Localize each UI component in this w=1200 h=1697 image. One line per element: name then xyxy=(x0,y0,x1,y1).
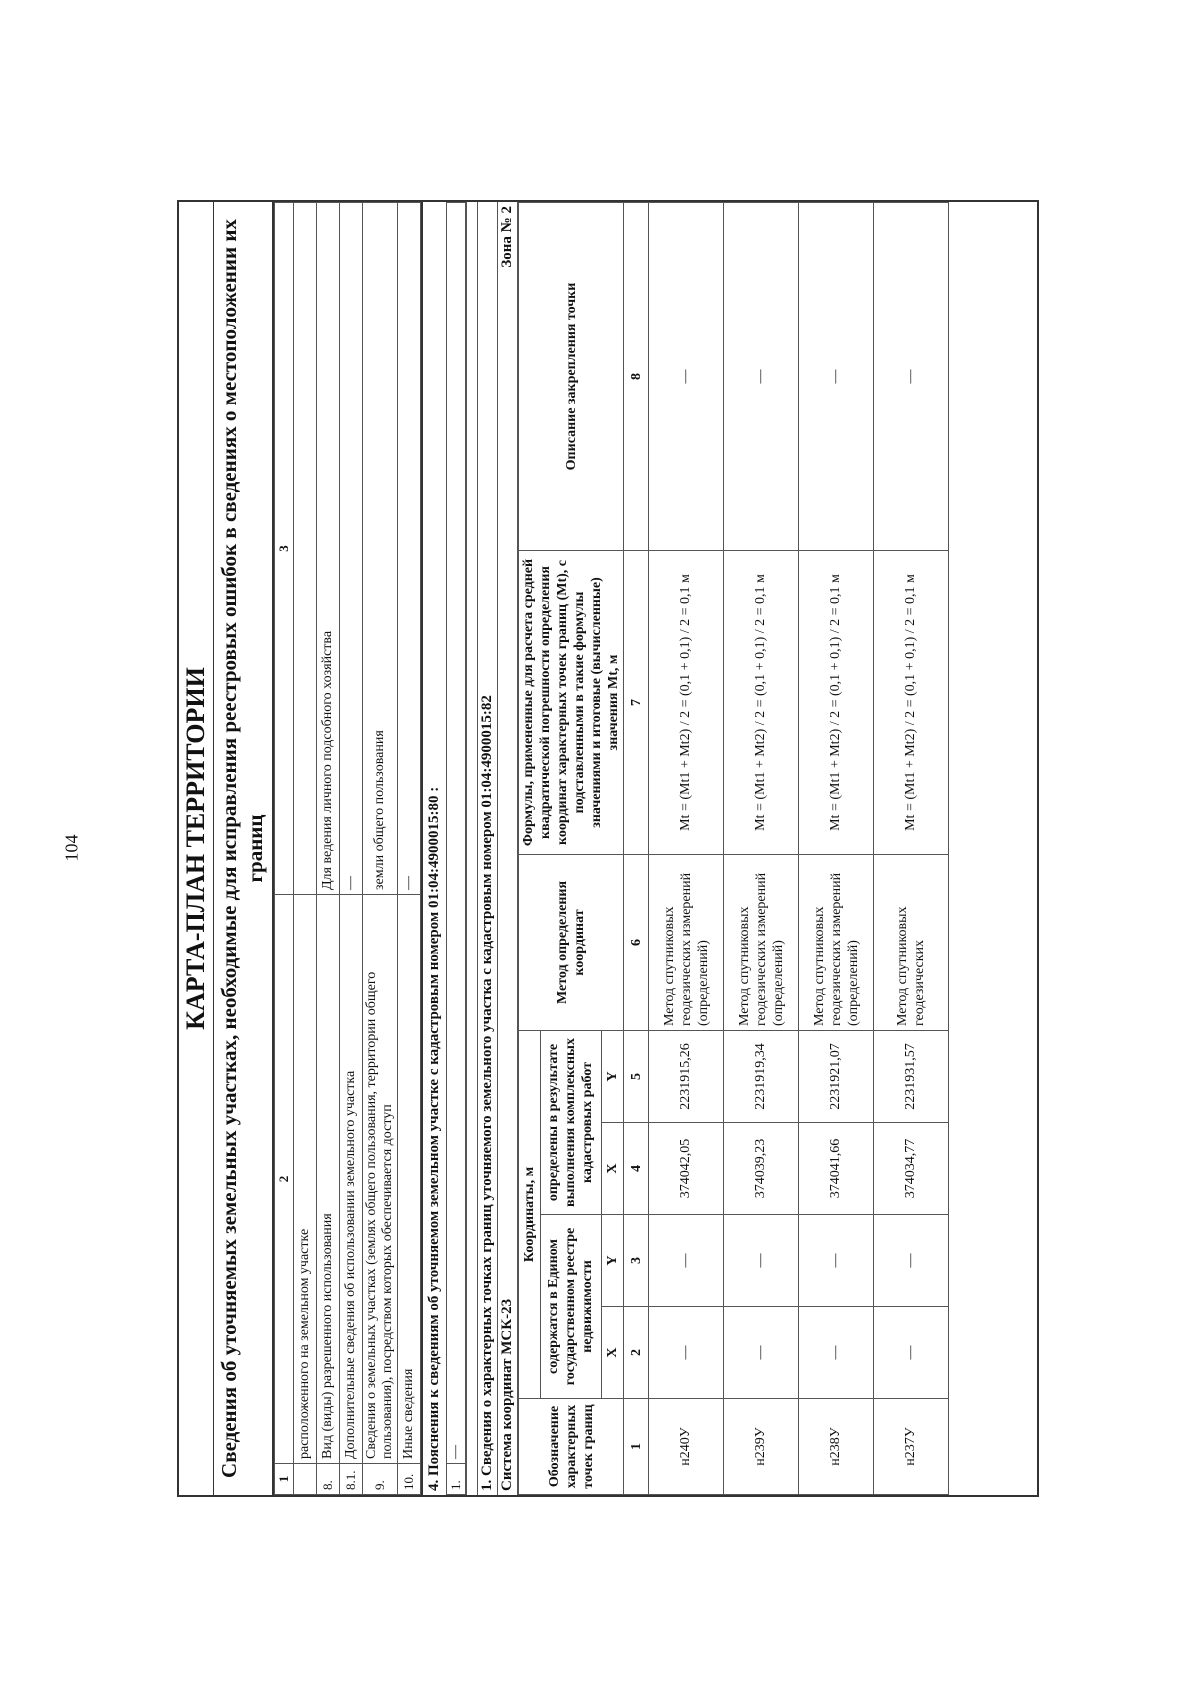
info-row-num xyxy=(294,1464,317,1495)
section1-title: 1. Сведения о характерных точках границ уточняемого земельного участка с кадастровым номером 01:04:4900015:82 xyxy=(477,202,498,1495)
info-row-value: — xyxy=(340,203,363,895)
info-row xyxy=(398,203,421,1495)
y-egrn: — xyxy=(724,1215,799,1307)
y-result-header: Y xyxy=(601,1031,623,1123)
method-header: Метод определения координат xyxy=(519,855,624,1031)
point-name: н240У xyxy=(649,1399,724,1495)
column-number: 8 xyxy=(624,203,649,551)
x-value: 374041,66 xyxy=(799,1123,874,1215)
section4-row-num: 1. xyxy=(447,1464,466,1495)
coordinate-system-row xyxy=(498,202,518,1495)
description-value: — xyxy=(874,203,949,551)
y-value: 2231921,07 xyxy=(799,1031,874,1123)
info-row-value: — xyxy=(398,203,421,895)
info-row-value: Для ведения личного подсобного хозяйства xyxy=(317,203,340,895)
x-egrn: — xyxy=(724,1307,799,1399)
points-header-row-1 xyxy=(519,203,541,1495)
info-row-value xyxy=(294,203,317,895)
info-table xyxy=(274,202,421,1495)
page-number: 104 xyxy=(61,834,82,862)
formula-value: Mt = (Mt1 + Mt2) / 2 = (0,1 + 0,1) / 2 = 0,1 м xyxy=(874,551,949,855)
info-row xyxy=(317,203,340,1495)
method-value: Метод спутниковых геодезических xyxy=(874,855,949,1031)
info-row-num: 10. xyxy=(398,1464,421,1495)
info-row-label: Иные сведения xyxy=(398,895,421,1464)
x-egrn: — xyxy=(799,1307,874,1399)
y-value: 2231931,57 xyxy=(874,1031,949,1123)
column-number: 3 xyxy=(624,1215,649,1307)
info-row-value: земли общего пользования xyxy=(363,203,398,895)
section4-row xyxy=(447,203,466,1495)
formula-value: Mt = (Mt1 + Mt2) / 2 = (0,1 + 0,1) / 2 = 0,1 м xyxy=(799,551,874,855)
method-value: Метод спутниковых геодезических измерений (определений) xyxy=(724,855,799,1031)
formula-value: Mt = (Mt1 + Mt2) / 2 = (0,1 + 0,1) / 2 = 0,1 м xyxy=(724,551,799,855)
description-value: — xyxy=(649,203,724,551)
info-row-num: 8. xyxy=(317,1464,340,1495)
point-name: н238У xyxy=(799,1399,874,1495)
x-egrn: — xyxy=(874,1307,949,1399)
info-col-2: 2 xyxy=(275,895,294,1464)
method-value: Метод спутниковых геодезических измерений (определений) xyxy=(799,855,874,1031)
formula-value: Mt = (Mt1 + Mt2) / 2 = (0,1 + 0,1) / 2 = 0,1 м xyxy=(649,551,724,855)
info-row-num: 8.1. xyxy=(340,1464,363,1495)
info-row-label: Сведения о земельных участках (землях общего пользования, территории общего пользования), посредством которых обеспечивается доступ xyxy=(363,895,398,1464)
y-egrn: — xyxy=(649,1215,724,1307)
info-row-label: Дополнительные сведения об использовании земельного участка xyxy=(340,895,363,1464)
y-egrn-header: Y xyxy=(601,1215,623,1307)
document-subtitle: Сведения об уточняемых земельных участках, необходимые для исправления реестровых ошибок в сведениях о местоположении их границ xyxy=(214,202,274,1495)
column-number: 1 xyxy=(624,1399,649,1495)
y-egrn: — xyxy=(874,1215,949,1307)
info-row-num: 9. xyxy=(363,1464,398,1495)
info-row xyxy=(340,203,363,1495)
info-table-header xyxy=(275,203,294,1495)
point-name: н237У xyxy=(874,1399,949,1495)
coords-header: Координаты, м xyxy=(519,1031,541,1399)
column-number: 2 xyxy=(624,1307,649,1399)
table-row xyxy=(799,203,874,1495)
info-row-label: Вид (виды) разрешенного использования xyxy=(317,895,340,1464)
section4-title: 4. Пояснения к сведениям об уточняемом земельном участке с кадастровым номером 01:04:4900015:80 : xyxy=(421,202,446,1495)
description-value: — xyxy=(724,203,799,551)
table-row xyxy=(874,203,949,1495)
zone-label: Зона № 2 xyxy=(499,206,515,268)
points-table xyxy=(518,202,949,1495)
column-numbers-row xyxy=(624,203,649,1495)
formula-header: Формулы, примененные для расчета средней квадратической погрешности определения координат характерных точек границ (Mt), с подставленными в такие формулы значениями и итоговые (вычисленные) значения Mt, м xyxy=(519,551,624,855)
column-number: 7 xyxy=(624,551,649,855)
result-header: определены в результате выполнения комплексных кадастровых работ xyxy=(541,1031,601,1215)
column-number: 5 xyxy=(624,1031,649,1123)
table-row xyxy=(724,203,799,1495)
x-egrn: — xyxy=(649,1307,724,1399)
method-value: Метод спутниковых геодезических измерений (определений) xyxy=(649,855,724,1031)
x-value: 374042,05 xyxy=(649,1123,724,1215)
info-row-label: расположенного на земельном участке xyxy=(294,895,317,1464)
x-value: 374034,77 xyxy=(874,1123,949,1215)
info-col-1: 1 xyxy=(275,1464,294,1495)
info-row xyxy=(363,203,398,1495)
document-sheet xyxy=(177,200,1039,1497)
x-egrn-header: X xyxy=(601,1307,623,1399)
designation-header: Обозначение характерных точек границ xyxy=(519,1399,624,1495)
section4-table xyxy=(446,202,466,1495)
column-number: 4 xyxy=(624,1123,649,1215)
column-number: 6 xyxy=(624,855,649,1031)
info-row xyxy=(294,203,317,1495)
description-value: — xyxy=(799,203,874,551)
coordinate-system: Система координат МСК-23 xyxy=(499,1298,515,1491)
point-name: н239У xyxy=(724,1399,799,1495)
section4-row-value: — xyxy=(447,203,466,1464)
description-header: Описание закрепления точки xyxy=(519,203,624,551)
y-value: 2231915,26 xyxy=(649,1031,724,1123)
table-row xyxy=(649,203,724,1495)
x-result-header: X xyxy=(601,1123,623,1215)
y-value: 2231919,34 xyxy=(724,1031,799,1123)
document-title: КАРТА-ПЛАН ТЕРРИТОРИИ xyxy=(179,202,214,1495)
y-egrn: — xyxy=(799,1215,874,1307)
egrn-header: содержатся в Едином государственном реестре недвижимости xyxy=(541,1215,601,1399)
section-spacer xyxy=(466,202,477,1495)
x-value: 374039,23 xyxy=(724,1123,799,1215)
info-col-3: 3 xyxy=(275,203,294,895)
